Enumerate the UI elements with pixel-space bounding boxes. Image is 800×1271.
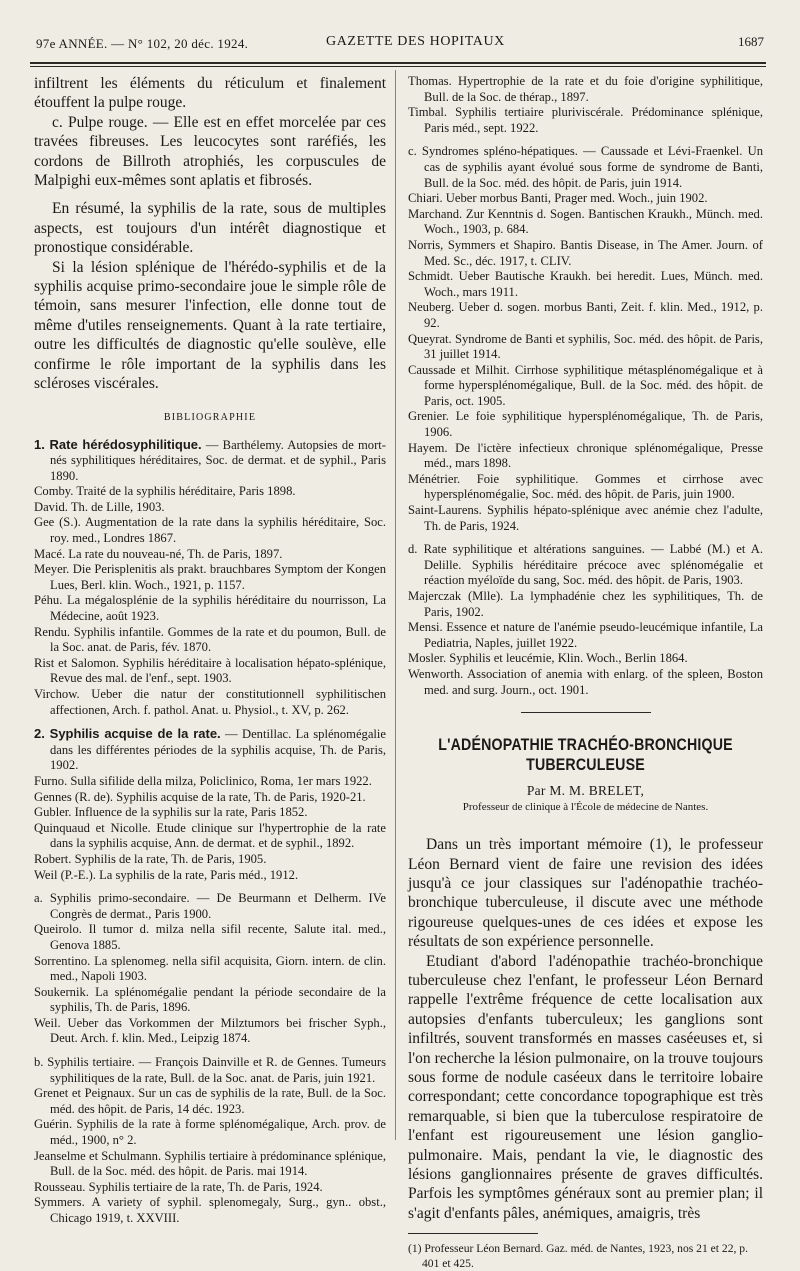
reference-entry bbox=[408, 363, 763, 410]
page-number: 1687 bbox=[738, 34, 764, 49]
reference-entry bbox=[34, 774, 386, 790]
reference-text: Marchand. Zur Kenntnis d. Sogen. Bantischen Kraukh., Münch. med. Woch., 1903, p. 684. bbox=[408, 206, 763, 237]
reference-text: Saint-Laurens. Syphilis hépato-splénique avec anémie chez l'adulte, Th. de Paris, 1924. bbox=[408, 503, 763, 533]
reference-entry bbox=[408, 620, 763, 651]
reference-entry bbox=[34, 726, 386, 774]
reference-text: Robert. Syphilis de la rate, Th. de Paris, 1905. bbox=[34, 851, 267, 866]
header-rule-thin bbox=[30, 66, 766, 67]
reference-text: David. Th. de Lille, 1903. bbox=[34, 499, 165, 514]
paragraph-gap bbox=[34, 190, 386, 199]
reference-entry bbox=[34, 500, 386, 516]
reference-text: Furno. Sulla sifilide della milza, Policlinico, Roma, 1er mars 1922. bbox=[34, 773, 372, 788]
article-title-line1: L'ADÉNOPATHIE TRACHÉO-BRONCHIQUE bbox=[438, 736, 733, 755]
reference-text: Grenier. Le foie syphilitique hypersplénomégalique, Th. de Paris, 1906. bbox=[408, 409, 763, 440]
article-author: Par M. M. BRELET, bbox=[526, 783, 645, 799]
reference-text: Rist et Salomon. Syphilis héréditaire à localisation hépato-splénique, Revue des mal. de l'enf., sept. 1903. bbox=[34, 655, 386, 686]
left-body-text bbox=[34, 74, 386, 394]
reference-entry bbox=[34, 437, 386, 485]
reference-entry bbox=[408, 144, 763, 191]
body-paragraph: c. Pulpe rouge. — Elle est en effet morcelée par ces travées fibreuses. Les leucocytes sont raréfiés, les cordons de Billroth atrophiés, les corpuscules de Malpighi eux-mêmes sont aplatis et fibrosés. bbox=[34, 113, 386, 190]
reference-text: Thomas. Hypertrophie de la rate et du foie d'origine syphilitique, Bull. de la Soc. de thérap., 1897. bbox=[408, 74, 763, 104]
reference-entry bbox=[34, 891, 386, 922]
reference-entry bbox=[34, 625, 386, 656]
reference-entry bbox=[408, 332, 763, 363]
reference-text: Macé. La rate du nouveau-né, Th. de Paris, 1897. bbox=[34, 546, 283, 561]
body-paragraph: Si la lésion splénique de l'hérédo-syphilis et de la syphilis acquise primo-secondaire joue le simple rôle de témoin, sans mesurer l'infection, elle donne tout de même d'utiles renseignements. Quant à la rate tertiaire, outre les difficultés de diagnostic qu'elle soulève, elle confirme le rôle important de la syphilis dans les scléroses viscérales. bbox=[34, 258, 386, 393]
body-paragraph: En résumé, la syphilis de la rate, sous de multiples aspects, est toujours d'un intérêt diagnostique et pronostique considérable. bbox=[34, 200, 386, 257]
reference-entry bbox=[34, 1016, 386, 1047]
reference-entry bbox=[408, 269, 763, 300]
reference-entry bbox=[34, 852, 386, 868]
reference-entry bbox=[408, 651, 763, 667]
reference-entry bbox=[408, 191, 763, 207]
header-rule-thick bbox=[30, 62, 766, 64]
reference-entry bbox=[34, 1086, 386, 1117]
reference-text: Hayem. De l'ictère infectieux chronique splénomégalique, Presse méd., mars 1898. bbox=[408, 440, 763, 471]
footnote-rule bbox=[408, 1233, 538, 1234]
reference-text: Sorrentino. La splenomeg. nella sifil acquisita, Giorn. intern. de clin. med., Napoli 1903. bbox=[34, 953, 386, 984]
right-column bbox=[408, 74, 763, 1271]
reference-entry bbox=[408, 74, 763, 105]
reference-entry bbox=[34, 790, 386, 806]
reference-text: Mosler. Syphilis et leucémie, Klin. Woch., Berlin 1864. bbox=[408, 651, 688, 666]
reference-entry bbox=[34, 593, 386, 624]
reference-entry bbox=[34, 687, 386, 718]
reference-entry bbox=[34, 1180, 386, 1196]
reference-entry bbox=[34, 547, 386, 563]
reference-text: Mensi. Essence et nature de l'anémie pseudo-leucémique infantile, La Pediatria, Naples, juillet 1922. bbox=[408, 620, 763, 650]
reference-entry bbox=[34, 868, 386, 884]
reference-entry bbox=[34, 484, 386, 500]
column-separator bbox=[395, 70, 396, 1140]
reference-entry bbox=[408, 503, 763, 534]
reference-entry bbox=[34, 821, 386, 852]
reference-text: Gubler. Influence de la syphilis sur la rate, Paris 1852. bbox=[34, 805, 308, 820]
reference-entry bbox=[408, 589, 763, 620]
reference-entry bbox=[34, 922, 386, 953]
article-paragraph: Dans un très important mémoire (1), le professeur Léon Bernard vient de faire une revision des idées jusqu'à ce jour classiques sur l'adénopathie trachéo-bronchique tuberculeuse, il discute avec une méthode rigoureuse quelques-unes de ces idées et expose les résultats de son expérience personnelle. bbox=[408, 836, 763, 951]
page-header bbox=[36, 30, 764, 54]
reference-text: Meyer. Die Perisplenitis als prakt. brauchbares Symptom der Kongen Lues, Berl. klin. Woch., 1921, p. 1157. bbox=[34, 562, 386, 592]
article-title-line2: TUBERCULEUSE bbox=[526, 756, 645, 775]
reference-text: Queyrat. Syndrome de Banti et syphilis, Soc. méd. des hôpit. de Paris, 31 juillet 1914. bbox=[408, 331, 763, 362]
reference-text: Comby. Traité de la syphilis héréditaire, Paris 1898. bbox=[34, 484, 296, 499]
reference-text: Ménétrier. Foie syphilitique. Gommes et cirrhose avec hypersplénomégalie, Soc. méd. des hôpit. de Paris, juin 1900. bbox=[408, 471, 763, 502]
footnote: (1) Professeur Léon Bernard. Gaz. méd. de Nantes, 1923, nos 21 et 22, p. 401 et 425. bbox=[408, 1242, 748, 1270]
reference-text: — Barthélemy. Autopsies de mort-nés syphilitiques héréditaires, Soc. de dermat. et de syphil., Paris 1890. bbox=[50, 437, 386, 483]
reference-text: Neuberg. Ueber d. sogen. morbus Banti, Zeit. f. klin. Med., 1912, p. 92. bbox=[408, 300, 763, 330]
reference-text: Symmers. A variety of syphil. splenomegaly, Surg., gyn.. obst., Chicago 1919, t. XXVIII. bbox=[34, 1195, 386, 1225]
reference-text: Queirolo. Il tumor d. milza nella sifil recente, Salute ital. med., Genova 1885. bbox=[34, 922, 386, 952]
reference-text: Caussade et Milhit. Cirrhose syphilitique métasplénomégalique et à forme hypersplénomégalique, Bull. de la Soc. méd. des hôpit. de Paris, oct. 1905. bbox=[408, 362, 763, 408]
reference-text: d. Rate syphilitique et altérations sanguines. — Labbé (M.) et A. Delille. Syphilis héréditaire précoce avec splénomégalie et réaction myéloïde du sang, Soc. méd. des hôpit. de Paris, 1903. bbox=[408, 542, 763, 588]
bibliography-list-right bbox=[408, 74, 763, 698]
reference-entry bbox=[34, 562, 386, 593]
reference-text: Wenworth. Association of anemia with enlarg. of the spleen, Boston med. and surg. Journ., oct. 1901. bbox=[408, 666, 763, 697]
reference-entry bbox=[408, 667, 763, 698]
article-body bbox=[408, 835, 763, 1223]
reference-text: Weil (P.-E.). La syphilis de la rate, Paris méd., 1912. bbox=[34, 867, 299, 882]
reference-text: Péhu. La mégalosplénie de la syphilis héréditaire du nourrisson, La Médecine, août 1923. bbox=[34, 593, 386, 624]
reference-text: Timbal. Syphilis tertiaire pluriviscérale. Prédominance splénique, Paris méd., sept. 1922. bbox=[408, 105, 763, 135]
reference-entry bbox=[34, 1149, 386, 1180]
reference-text: Rousseau. Syphilis tertiaire de la rate, Th. de Paris, 1924. bbox=[34, 1179, 323, 1194]
reference-entry bbox=[34, 985, 386, 1016]
bibliography-list-left bbox=[34, 437, 386, 1227]
section-divider bbox=[521, 712, 651, 713]
reference-entry bbox=[408, 409, 763, 440]
reference-entry bbox=[34, 1117, 386, 1148]
reference-text: Gee (S.). Augmentation de la rate dans la syphilis héréditaire, Soc. roy. med., Londres 1867. bbox=[34, 515, 386, 546]
reference-text: Jeanselme et Schulmann. Syphilis tertiaire à prédominance splénique, Bull. de la Soc. méd. des hôpit. de Paris. mai 1914. bbox=[34, 1148, 386, 1179]
reference-text: Schmidt. Ueber Bautische Kraukh. bei heredit. Lues, Münch. med. Woch., mars 1911. bbox=[408, 269, 763, 299]
reference-text: Majerczak (Mlle). La lymphadénie chez les syphilitiques, Th. de Paris, 1902. bbox=[408, 589, 763, 619]
reference-text: Weil. Ueber das Vorkommen der Milztumors bei frischer Syph., Deut. Arch. f. klin. Med., Leipzig 1874. bbox=[34, 1015, 386, 1046]
bibliography-title: BIBLIOGRAPHIE bbox=[163, 411, 257, 423]
reference-entry bbox=[34, 1195, 386, 1226]
reference-entry bbox=[408, 472, 763, 503]
reference-text: Guérin. Syphilis de la rate à forme splénomégalique, Arch. prov. de méd., 1900, n° 2. bbox=[34, 1117, 386, 1148]
reference-text: Grenet et Peignaux. Sur un cas de syphilis de la rate, Bull. de la Soc. méd. des hôpit. de Paris, 14 déc. 1923. bbox=[34, 1086, 386, 1116]
reference-entry bbox=[408, 207, 763, 238]
reference-entry bbox=[34, 1055, 386, 1086]
reference-text: Soukernik. La splénomégalie pendant la période secondaire de la syphilis, Th. de Paris, 1896. bbox=[34, 984, 386, 1015]
reference-text: Gennes (R. de). Syphilis acquise de la rate, Th. de Paris, 1920-21. bbox=[34, 789, 366, 804]
reference-entry bbox=[408, 441, 763, 472]
left-column bbox=[34, 74, 386, 1227]
reference-section-title: 1. Rate hérédosyphilitique. bbox=[34, 436, 202, 452]
reference-entry bbox=[408, 542, 763, 589]
reference-entry bbox=[408, 238, 763, 269]
reference-entry bbox=[34, 954, 386, 985]
reference-entry bbox=[408, 300, 763, 331]
reference-text: Quinquaud et Nicolle. Etude clinique sur l'hypertrophie de la rate dans la syphilis acquise, Ann. de dermat. et de syphil., 1892. bbox=[34, 820, 386, 851]
reference-text: c. Syndromes spléno-hépatiques. — Caussade et Lévi-Fraenkel. Un cas de syphilis ayant évolué sous forme de syndrome de Banti, Bull. de la Soc. méd. des hôpit. de Paris, juin 1914. bbox=[408, 144, 763, 190]
reference-text: b. Syphilis tertiaire. — François Dainville et R. de Gennes. Tumeurs syphilitiques de la rate, Bull. de la Soc. anat. de Paris, juin 1921. bbox=[34, 1055, 386, 1085]
reference-section-title: 2. Syphilis acquise de la rate. bbox=[34, 726, 221, 742]
issue-info: 97e ANNÉE. — N° 102, 20 déc. 1924. bbox=[36, 36, 249, 51]
reference-text: Chiari. Ueber morbus Banti, Prager med. Woch., juin 1902. bbox=[408, 191, 708, 206]
reference-text: Norris, Symmers et Shapiro. Bantis Disease, in The Amer. Journ. of Med. Sc., déc. 1917, t. CLIV. bbox=[408, 237, 763, 268]
article-paragraph: Etudiant d'abord l'adénopathie trachéo-bronchique tuberculeuse chez l'enfant, le professeur Léon Bernard rappelle l'extrême fréquence de cette localisation aux autopsies d'enfants tuberculeux; les ganglions sont infiltrés, souvent transformés en masses caséeuses et, si l'on recherche la lésion pulmonaire, on la trouve toujours sous forme de nodule caséeux dans le territoire lobaire correspondant; cette concordance topographique est très remarquable, si bien que la tuberculose respiratoire de l'enfant est rigoureusement une lésion ganglio-pulmonaire. Mais, pendant la vie, le diagnostic des lésions ganglionnaires présente de graves difficultés. Parfois les symptômes généraux sont au premier plan; il s'agit d'enfants pâles, anémiques, amaigris, très bbox=[408, 952, 763, 1222]
reference-text: Virchow. Ueber die natur der constitutionnell syphilitischen affectionen, Arch. f. pathol. Anat. u. Physiol., t. XV, p. 262. bbox=[34, 687, 386, 717]
reference-entry bbox=[34, 515, 386, 546]
reference-text: a. Syphilis primo-secondaire. — De Beurmann et Delherm. IVe Congrès de dermat., Paris 1900. bbox=[34, 891, 386, 921]
body-paragraph: infiltrent les éléments du réticulum et finalement étouffent la pulpe rouge. bbox=[34, 75, 386, 112]
reference-entry bbox=[34, 805, 386, 821]
reference-entry bbox=[408, 105, 763, 136]
reference-text: — Dentillac. La splénomégalie dans les différentes périodes de la syphilis acquise, Th. de Paris, 1902. bbox=[50, 727, 387, 773]
journal-title: GAZETTE DES HOPITAUX bbox=[326, 34, 505, 49]
article-affiliation: Professeur de clinique à l'École de médecine de Nantes. bbox=[462, 801, 709, 814]
reference-entry bbox=[34, 656, 386, 687]
reference-text: Rendu. Syphilis infantile. Gommes de la rate et du poumon, Bull. de la Soc. anat. de Paris, fév. 1870. bbox=[34, 624, 386, 655]
